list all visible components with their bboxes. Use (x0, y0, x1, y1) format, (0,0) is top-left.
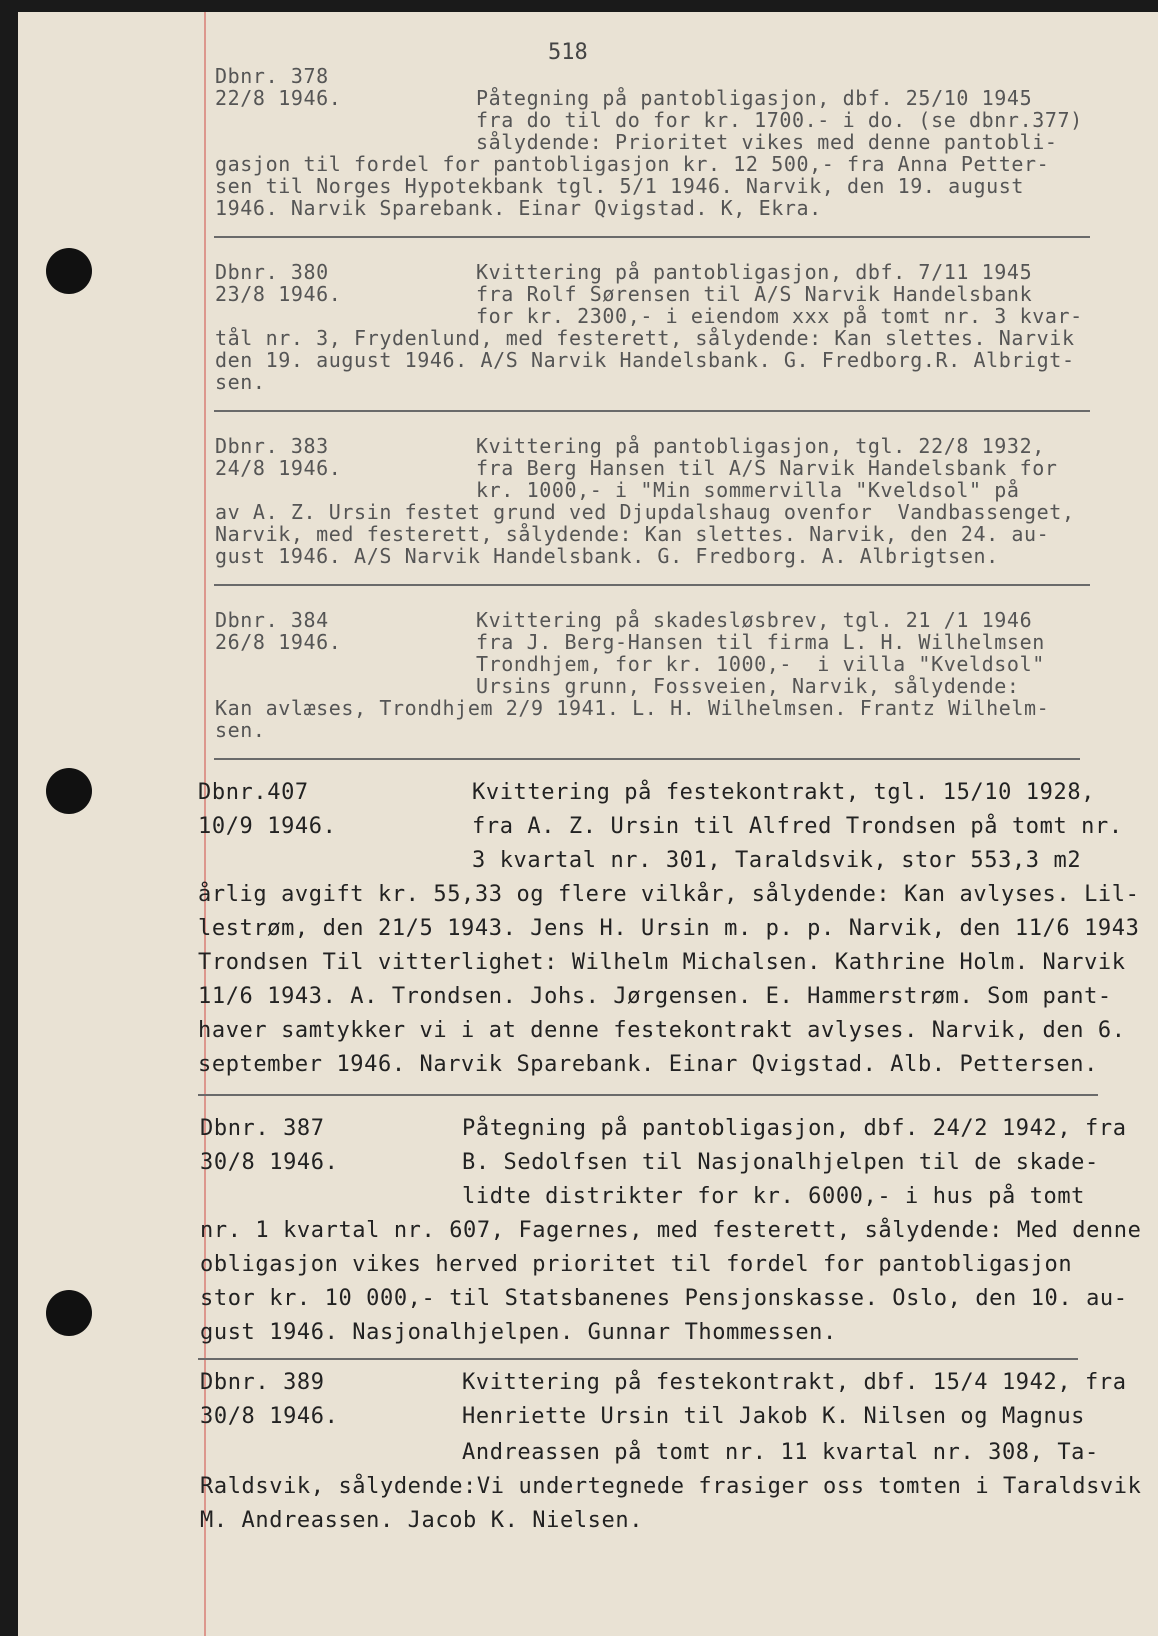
entry-date: 26/8 1946. (215, 630, 342, 654)
entry-text-line: obligasjon vikes herved prioritet til fordel for pantobligasjon (200, 1252, 1073, 1277)
entry-text-line: september 1946. Narvik Sparebank. Einar Qvigstad. Alb. Pettersen. (198, 1052, 1098, 1077)
entry-text-line: Ursins grunn, Fossveien, Narvik, sålydende: (476, 674, 1020, 698)
punch-hole (46, 768, 92, 814)
entry-date: 10/9 1946. (198, 814, 337, 839)
entry-date: 30/8 1946. (200, 1404, 339, 1429)
entry-id: Dbnr. 378 (215, 64, 329, 88)
entry-text-line: Trondsen Til vitterlighet: Wilhelm Michalsen. Kathrine Holm. Narvik (198, 950, 1126, 975)
punch-hole (46, 1290, 92, 1336)
entry-text-line: lidte distrikter for kr. 6000,- i hus på tomt (462, 1184, 1086, 1209)
entry-text-line: 11/6 1943. A. Trondsen. Johs. Jørgensen. E. Hammerstrøm. Som pant- (198, 984, 1112, 1009)
entry-text-line: gasjon til fordel for pantobligasjon kr. 12 500,- fra Anna Petter- (215, 152, 1050, 176)
entry-text-line: Raldsvik, sålydende:Vi undertegnede frasiger oss tomten i Taraldsvik (200, 1474, 1142, 1499)
entry-text-line: Kvittering på skadesløsbrev, tgl. 21 /1 1946 (476, 608, 1033, 632)
separator-rule (198, 1094, 1098, 1096)
separator-rule (214, 410, 1090, 412)
entry-date: 24/8 1946. (215, 456, 342, 480)
entry-text-line: fra do til do for kr. 1700.- i do. (se dbnr.377) (476, 108, 1083, 132)
entry-id: Dbnr.407 (198, 780, 309, 805)
entry-text-line: 1946. Narvik Sparebank. Einar Qvigstad. K, Ekra. (215, 196, 822, 220)
entry-text-line: sen. (215, 370, 266, 394)
entry-text-line: årlig avgift kr. 55,33 og flere vilkår, sålydende: Kan avlyses. Lil- (198, 882, 1140, 907)
entry-text-line: Henriette Ursin til Jakob K. Nilsen og Magnus (462, 1404, 1086, 1429)
punch-hole (46, 248, 92, 294)
entry-text-line: lestrøm, den 21/5 1943. Jens H. Ursin m. p. p. Narvik, den 11/6 1943 (198, 916, 1140, 941)
document-page (18, 12, 1158, 1636)
entry-id: Dbnr. 383 (215, 434, 329, 458)
entry-text-line: gust 1946. Nasjonalhjelpen. Gunnar Thommessen. (200, 1320, 837, 1345)
separator-rule (214, 758, 1080, 760)
entry-text-line: Påtegning på pantobligasjon, dbf. 25/10 1945 (476, 86, 1033, 110)
entry-text-line: Kvittering på pantobligasjon, dbf. 7/11 1945 (476, 260, 1033, 284)
entry-text-line: av A. Z. Ursin festet grund ved Djupdalshaug ovenfor Vandbassenget, (215, 500, 1075, 524)
entry-text-line: sen. (215, 718, 266, 742)
entry-date: 23/8 1946. (215, 282, 342, 306)
separator-rule (198, 1358, 1078, 1360)
entry-text-line: M. Andreassen. Jacob K. Nielsen. (200, 1508, 644, 1533)
entry-id: Dbnr. 389 (200, 1370, 325, 1395)
entry-text-line: sålydende: Prioritet vikes med denne pantobli- (476, 130, 1058, 154)
separator-rule (214, 236, 1090, 238)
entry-text-line: Kvittering på festekontrakt, tgl. 15/10 1928, (472, 780, 1096, 805)
entry-text-line: haver samtykker vi i at denne festekontrakt avlyses. Narvik, den 6. (198, 1018, 1126, 1043)
entry-text-line: tål nr. 3, Frydenlund, med festerett, sålydende: Kan slettes. Narvik (215, 326, 1075, 350)
entry-date: 22/8 1946. (215, 86, 342, 110)
page-number: 518 (548, 40, 588, 65)
entry-text-line: nr. 1 kvartal nr. 607, Fagernes, med festerett, sålydende: Med denne (200, 1218, 1142, 1243)
entry-text-line: sen til Norges Hypotekbank tgl. 5/1 1946. Narvik, den 19. august (215, 174, 1025, 198)
entry-text-line: for kr. 2300,- i eiendom xxx på tomt nr. 3 kvar- (476, 304, 1083, 328)
entry-text-line: fra A. Z. Ursin til Alfred Trondsen på tomt nr. (472, 814, 1123, 839)
separator-rule (214, 584, 1090, 586)
entry-date: 30/8 1946. (200, 1150, 339, 1175)
entry-text-line: Andreassen på tomt nr. 11 kvartal nr. 308, Ta- (462, 1440, 1099, 1465)
entry-text-line: Trondhjem, for kr. 1000,- i villa "Kveldsol" (476, 652, 1045, 676)
entry-text-line: fra Rolf Sørensen til A/S Narvik Handelsbank (476, 282, 1033, 306)
entry-text-line: gust 1946. A/S Narvik Handelsbank. G. Fredborg. A. Albrigtsen. (215, 544, 999, 568)
entry-text-line: fra J. Berg-Hansen til firma L. H. Wilhelmsen (476, 630, 1045, 654)
entry-id: Dbnr. 387 (200, 1116, 325, 1141)
entry-id: Dbnr. 384 (215, 608, 329, 632)
entry-text-line: 3 kvartal nr. 301, Taraldsvik, stor 553,3 m2 (472, 848, 1082, 873)
entry-text-line: kr. 1000,- i "Min sommervilla "Kveldsol" på (476, 478, 1020, 502)
entry-text-line: Kvittering på pantobligasjon, tgl. 22/8 1932, (476, 434, 1045, 458)
entry-text-line: den 19. august 1946. A/S Narvik Handelsbank. G. Fredborg.R. Albrigt- (215, 348, 1075, 372)
entry-id: Dbnr. 380 (215, 260, 329, 284)
entry-text-line: stor kr. 10 000,- til Statsbanenes Pensjonskasse. Oslo, den 10. au- (200, 1286, 1128, 1311)
entry-text-line: Kan avlæses, Trondhjem 2/9 1941. L. H. Wilhelmsen. Frantz Wilhelm- (215, 696, 1050, 720)
entry-text-line: Påtegning på pantobligasjon, dbf. 24/2 1942, fra (462, 1116, 1127, 1141)
entry-text-line: fra Berg Hansen til A/S Narvik Handelsbank for (476, 456, 1058, 480)
entry-text-line: Narvik, med festerett, sålydende: Kan slettes. Narvik, den 24. au- (215, 522, 1050, 546)
entry-text-line: Kvittering på festekontrakt, dbf. 15/4 1942, fra (462, 1370, 1127, 1395)
entry-text-line: B. Sedolfsen til Nasjonalhjelpen til de skade- (462, 1150, 1099, 1175)
